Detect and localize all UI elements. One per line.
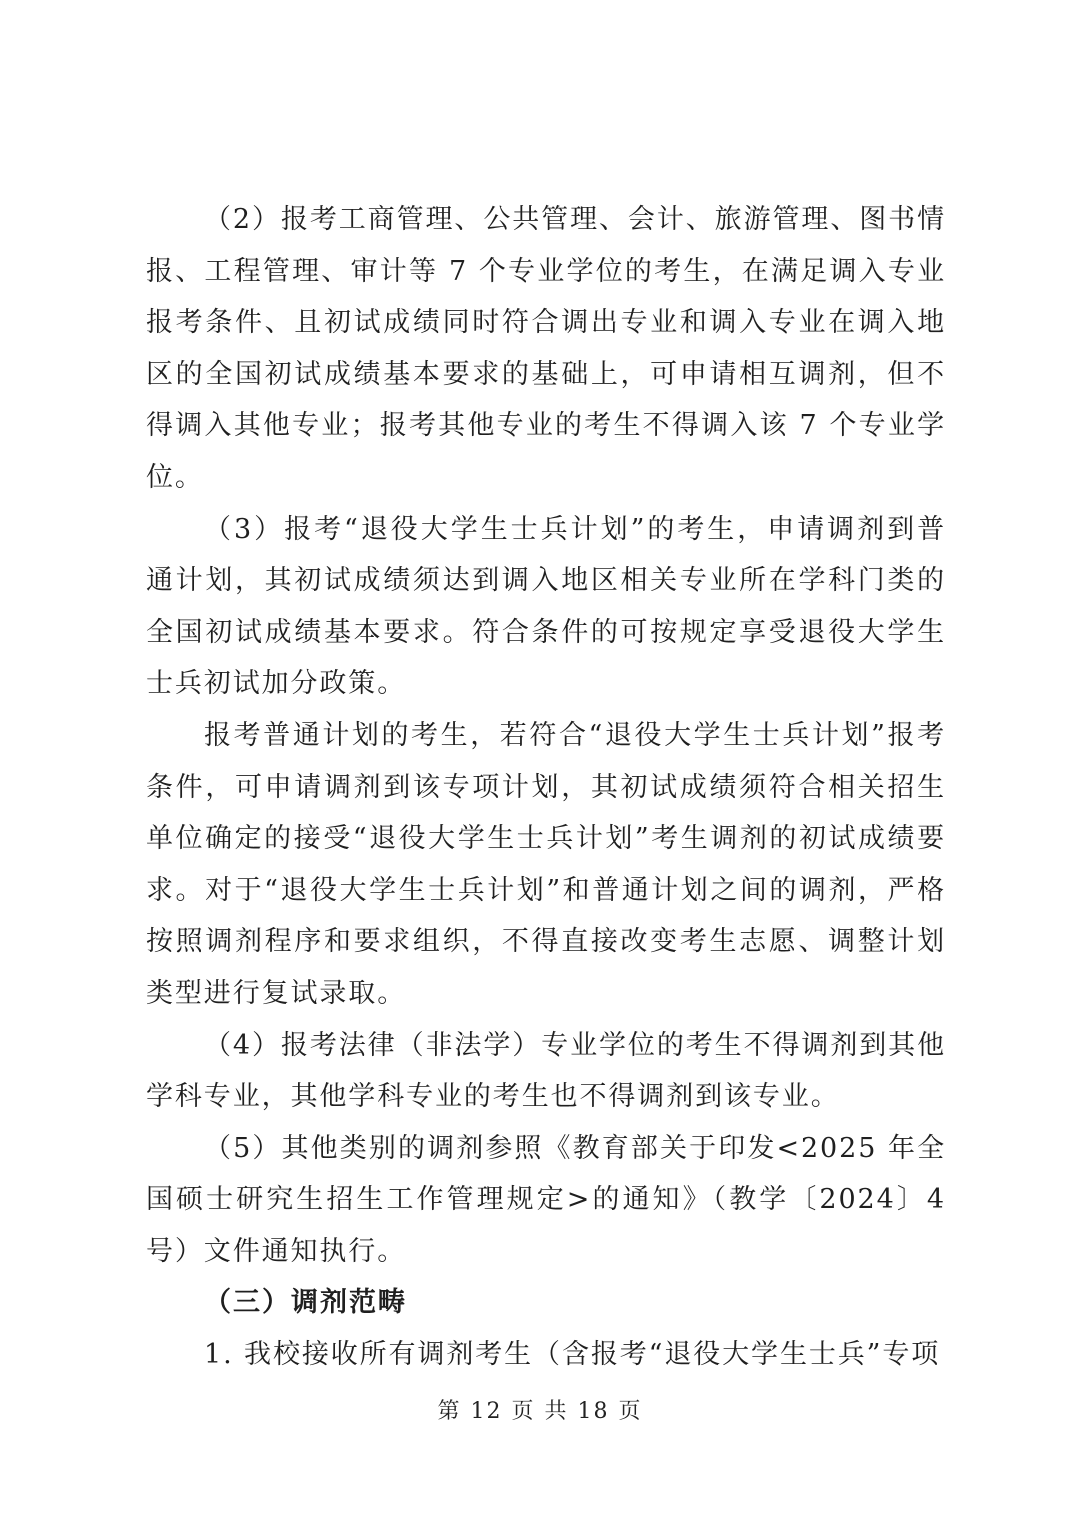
paragraph-item-5: （5）其他类别的调剂参照《教育部关于印发<2025 年全国硕士研究生招生工作管理规定>的通知》（教学〔2024〕4 号）文件通知执行。 [146, 1132, 946, 1267]
paragraph-item-3: （3）报考“退役大学生士兵计划”的考生，申请调剂到普通计划，其初试成绩须达到调入地区相关专业所在学科门类的全国初试成绩基本要求。符合条件的可按规定享受退役大学生士兵初试加分政策。 [146, 513, 946, 700]
paragraph-item-2: （2）报考工商管理、公共管理、会计、旅游管理、图书情报、工程管理、审计等 7 个专业学位的考生，在满足调入专业报考条件、且初试成绩同时符合调出专业和调入专业在调入地区的全国初试成绩基本要求的基础上，可申请相互调剂，但不得调入其他专业；报考其他专业的考生不得调入该 7 个专业学位。 [146, 204, 946, 493]
paragraph-normal-plan: 报考普通计划的考生，若符合“退役大学生士兵计划”报考条件，可申请调剂到该专项计划，其初试成绩须符合相关招生单位确定的接受“退役大学生士兵计划”考生调剂的初试成绩要求。对于“退役大学生士兵计划”和普通计划之间的调剂，严格按照调剂程序和要求组织，不得直接改变考生志愿、调整计划类型进行复试录取。 [146, 719, 946, 1009]
document-body [146, 194, 946, 1381]
section-heading: （三）调剂范畴 [204, 1287, 407, 1319]
paragraph-item-4: （4）报考法律（非法学）专业学位的考生不得调剂到其他学科专业，其他学科专业的考生也不得调剂到该专业。 [146, 1029, 946, 1113]
paragraph-item-1: 1. 我校接收所有调剂考生（含报考“退役大学生士兵”专项 [204, 1339, 941, 1371]
page-number: 第 12 页 共 18 页 [437, 1399, 643, 1424]
